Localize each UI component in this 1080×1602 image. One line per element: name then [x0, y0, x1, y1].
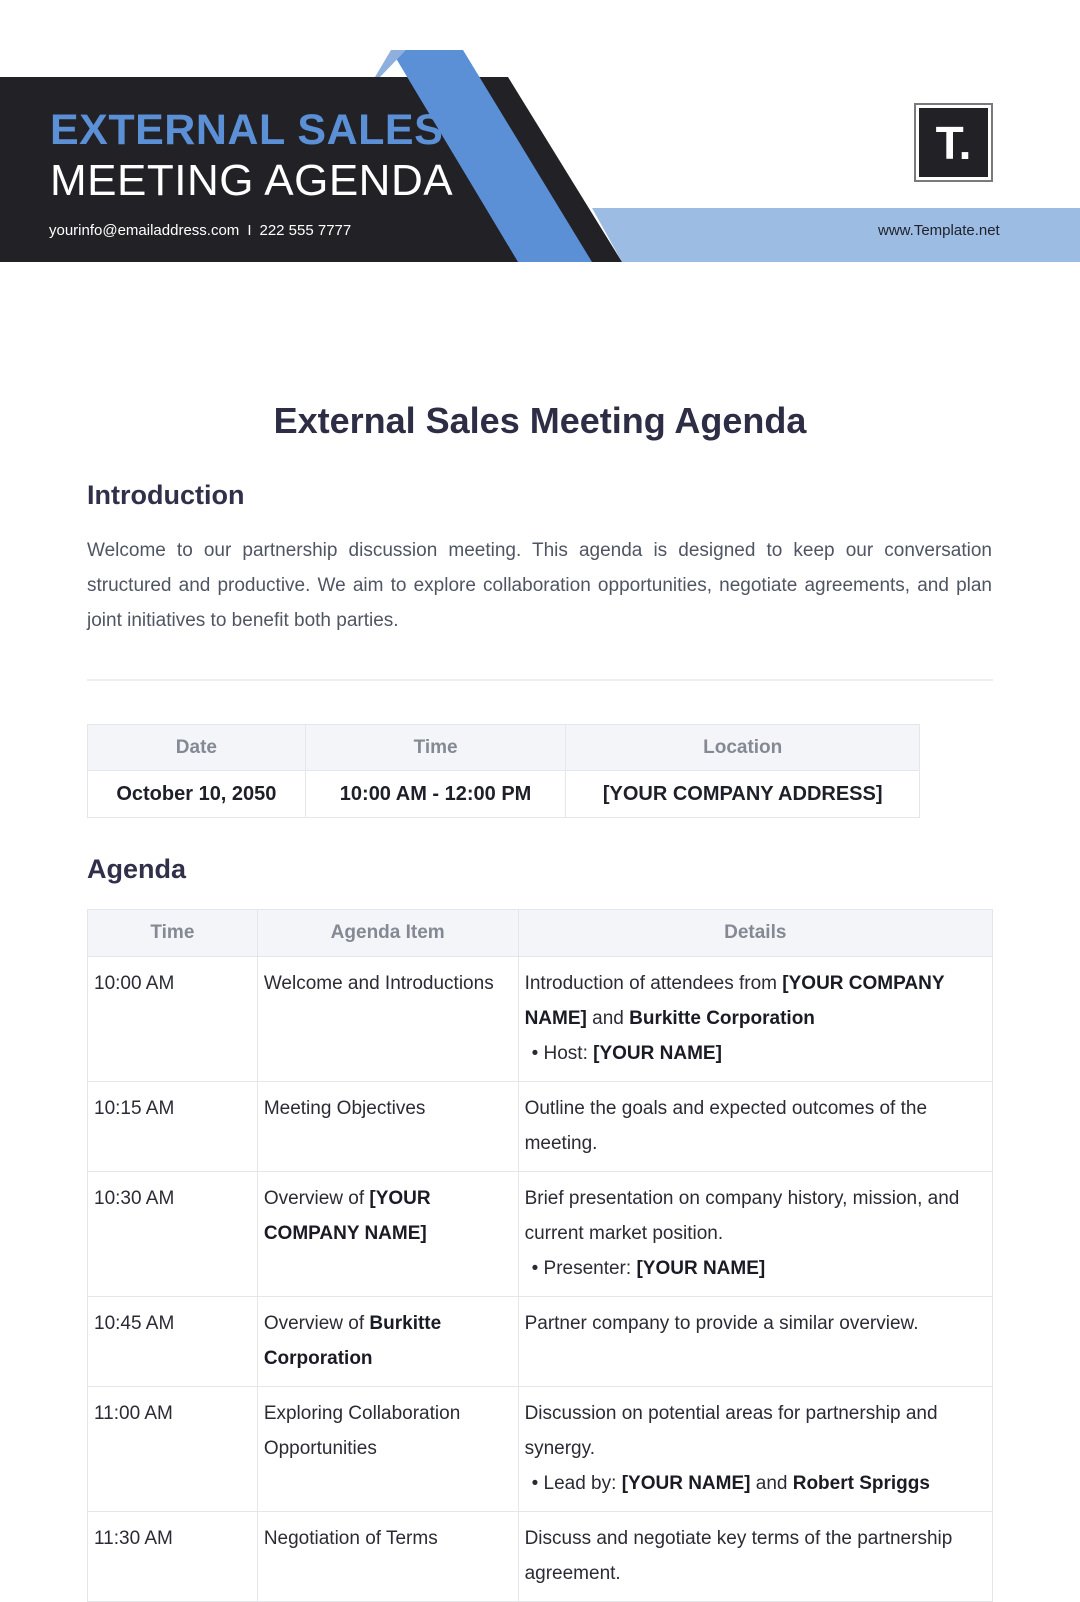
contact-phone[interactable]: 222 555 7777	[259, 222, 352, 239]
agenda-time: 11:00 AM	[88, 1387, 258, 1512]
detail-text: Discussion on potential areas for partnership and synergy.	[524, 1403, 938, 1459]
agenda-details: Discuss and negotiate key terms of the partnership agreement.	[518, 1512, 992, 1602]
item-bold: Burkitte Corporation	[263, 1313, 442, 1369]
info-location-value: [YOUR COMPANY ADDRESS]	[566, 771, 920, 818]
bullet-label: Presenter:	[543, 1258, 637, 1279]
bullet-label: Host:	[543, 1043, 594, 1064]
agenda-header-time: Time	[88, 910, 258, 957]
bullet-label: Lead by:	[543, 1473, 622, 1494]
agenda-header-item: Agenda Item	[257, 910, 518, 957]
info-time-value: 10:00 AM - 12:00 PM	[305, 771, 566, 818]
agenda-details	[518, 957, 992, 1082]
document-title: External Sales Meeting Agenda	[273, 400, 807, 441]
contact-separator: I	[247, 222, 252, 239]
agenda-header-details: Details	[518, 910, 992, 957]
info-header-row	[88, 725, 920, 771]
agenda-details	[518, 1172, 992, 1297]
info-value-row	[88, 771, 920, 818]
table-row	[88, 1297, 993, 1387]
section-divider	[87, 679, 993, 681]
meeting-info-table	[87, 724, 920, 818]
company-logo	[914, 103, 993, 182]
table-row	[88, 1512, 993, 1602]
info-date-value: October 10, 2050	[88, 771, 306, 818]
agenda-time: 10:15 AM	[88, 1082, 258, 1172]
agenda-details: Outline the goals and expected outcomes of the meeting.	[518, 1082, 992, 1172]
agenda-time: 10:30 AM	[88, 1172, 258, 1297]
detail-bullet	[525, 1036, 986, 1071]
intro-paragraph: Welcome to our partnership discussion meeting. This agenda is designed to keep our conversation structured and productive. We aim to explore collaboration opportunities, negotiate agreements, and plan joint initiatives to benefit both parties.	[87, 540, 992, 631]
agenda-time: 11:30 AM	[88, 1512, 258, 1602]
agenda-header-row	[88, 910, 993, 957]
detail-bold: Burkitte Corporation	[629, 1008, 815, 1029]
table-row	[88, 1082, 993, 1172]
detail-text: Introduction of attendees from	[524, 973, 783, 994]
agenda-time: 10:00 AM	[88, 957, 258, 1082]
agenda-item: Exploring Collaboration Opportunities	[257, 1387, 518, 1512]
header-light-band	[592, 208, 1080, 262]
agenda-details	[518, 1387, 992, 1512]
page-header	[0, 0, 1080, 262]
table-row	[88, 1387, 993, 1512]
bullet-value: Robert Spriggs	[792, 1473, 930, 1494]
agenda-table	[87, 909, 993, 1602]
agenda-time: 10:45 AM	[88, 1297, 258, 1387]
agenda-item	[257, 1172, 518, 1297]
agenda-item: Welcome and Introductions	[257, 957, 518, 1082]
detail-bullet	[525, 1466, 986, 1501]
detail-text: Brief presentation on company history, mission, and current market position.	[524, 1188, 960, 1244]
item-text: Overview of	[263, 1313, 370, 1334]
item-text: Overview of	[263, 1188, 370, 1209]
header-website[interactable]: www.Template.net	[878, 222, 1000, 239]
contact-email[interactable]: yourinfo@emailaddress.com	[49, 222, 240, 239]
intro-heading: Introduction	[87, 480, 245, 510]
bullet-joiner: and	[750, 1473, 793, 1494]
info-header-location: Location	[566, 725, 920, 771]
detail-bold: [YOUR COMPANY NAME]	[524, 973, 945, 1029]
header-title-line2: MEETING AGENDA	[50, 156, 454, 205]
info-header-time: Time	[305, 725, 566, 771]
table-row	[88, 957, 993, 1082]
bullet-value: [YOUR NAME]	[593, 1043, 722, 1064]
header-title-line1: EXTERNAL SALES	[50, 106, 444, 154]
header-contact	[49, 222, 351, 239]
table-row	[88, 1172, 993, 1297]
agenda-details: Partner company to provide a similar overview.	[518, 1297, 992, 1387]
info-header-date: Date	[88, 725, 306, 771]
bullet-value: [YOUR NAME]	[636, 1258, 766, 1279]
bullet-value: [YOUR NAME]	[621, 1473, 751, 1494]
agenda-item: Negotiation of Terms	[257, 1512, 518, 1602]
detail-text: and	[586, 1008, 630, 1029]
agenda-item	[257, 1297, 518, 1387]
agenda-heading: Agenda	[87, 854, 187, 884]
agenda-item: Meeting Objectives	[257, 1082, 518, 1172]
detail-bullet	[525, 1251, 986, 1286]
item-bold: [YOUR COMPANY NAME]	[263, 1188, 431, 1244]
logo-mark: T.	[919, 108, 988, 177]
